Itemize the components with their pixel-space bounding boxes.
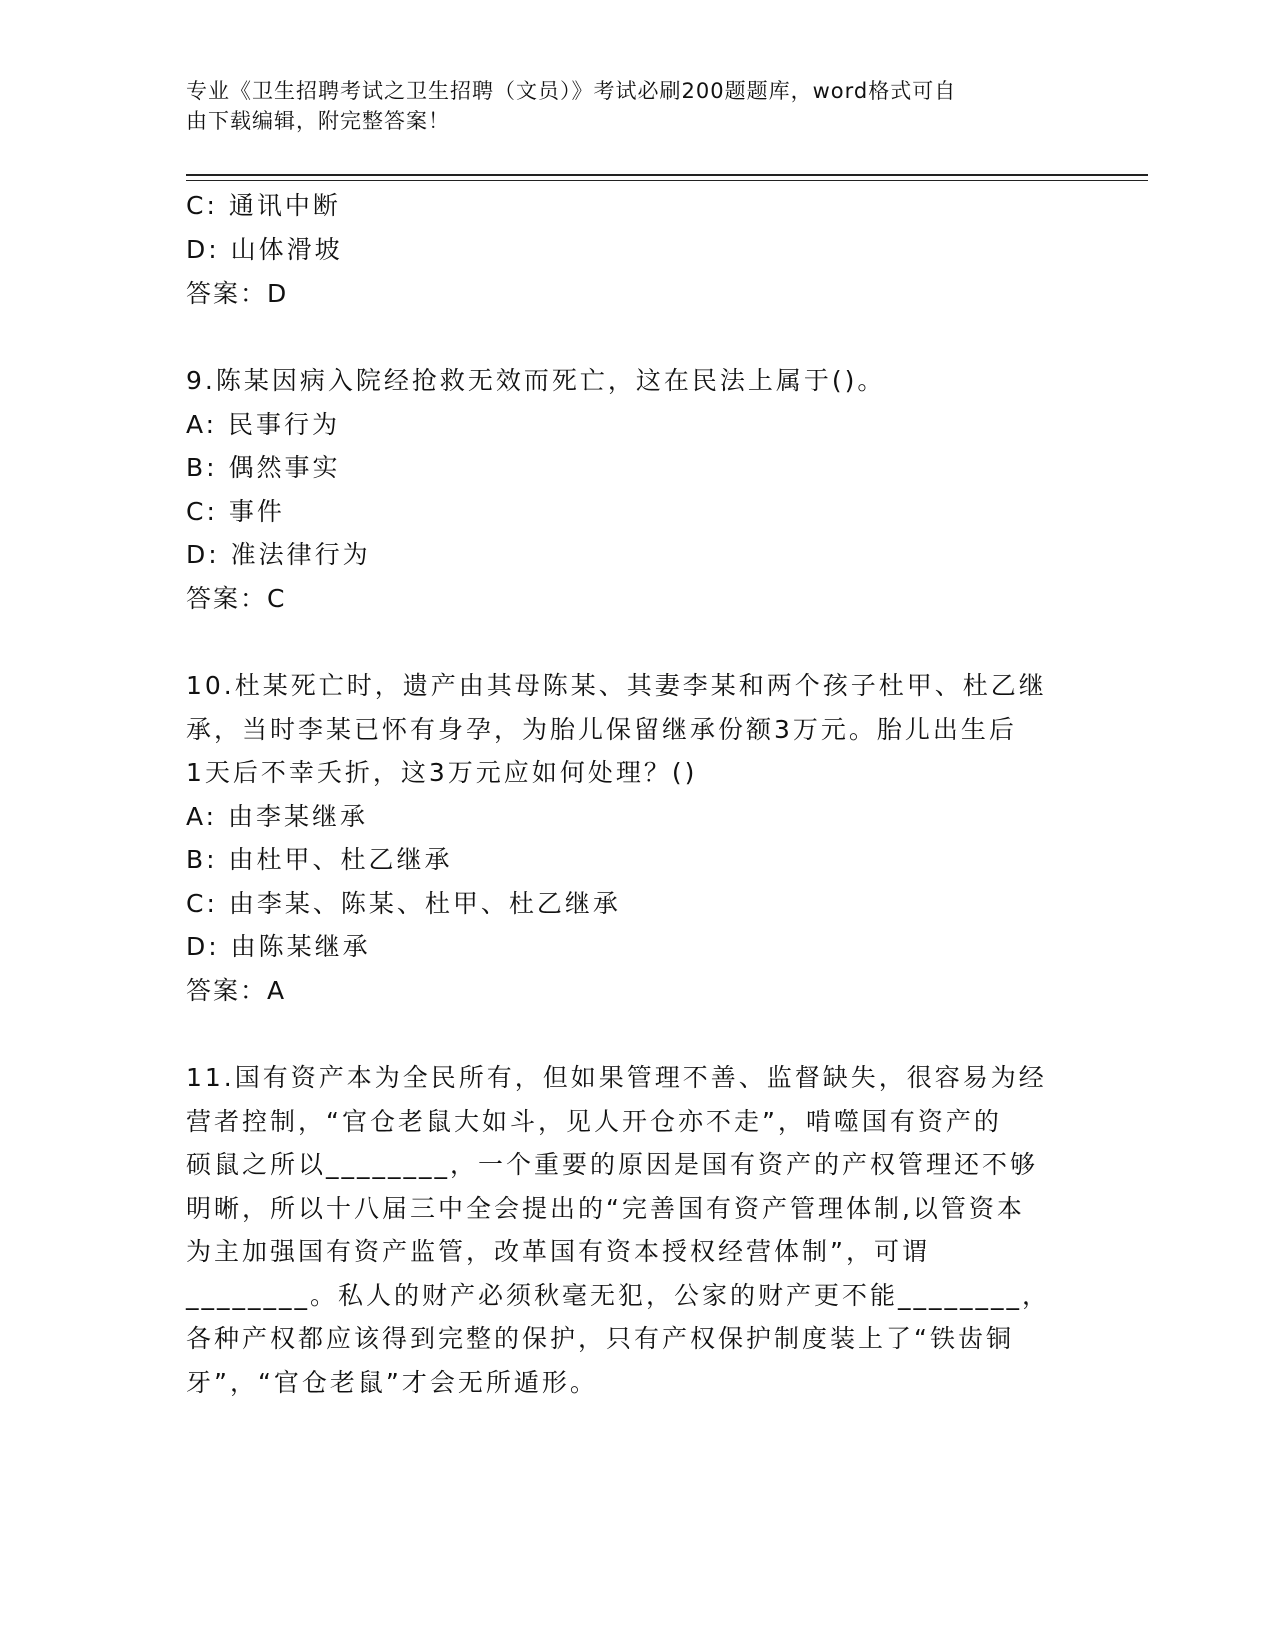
header-divider-thin (186, 180, 1148, 181)
q10-answer: 答案：A (186, 976, 287, 1005)
header-line-2: 由下载编辑，附完整答案！ (186, 109, 450, 133)
page-header (186, 76, 1066, 136)
q10-option-c: C: 由李某、陈某、杜甲、杜乙继承 (186, 889, 621, 918)
q9-question: 9.陈某因病入院经抢救无效而死亡，这在民法上属于()。 (186, 366, 886, 395)
q11-question-line-4: 明晰，所以十八届三中全会提出的“完善国有资产管理体制,以管资本 (186, 1194, 1025, 1223)
q10-option-b: B: 由杜甲、杜乙继承 (186, 845, 453, 874)
q10-option-a: A: 由李某继承 (186, 802, 369, 831)
q9-option-c: C: 事件 (186, 497, 285, 526)
q11-question-line-5: 为主加强国有资产监管，改革国有资本授权经营体制”，可谓 (186, 1237, 930, 1266)
q8-answer: 答案：D (186, 279, 289, 308)
q11-question-line-7: 各种产权都应该得到完整的保护，只有产权保护制度装上了“铁齿铜 (186, 1324, 1014, 1353)
q8-option-d: D: 山体滑坡 (186, 235, 343, 264)
q9-option-a: A: 民事行为 (186, 410, 341, 439)
q9-option-b: B: 偶然事实 (186, 453, 341, 482)
q10-question-line-3: 1天后不幸夭折，这3万元应如何处理？() (186, 758, 698, 787)
q11-question-line-6: ________。私人的财产必须秋毫无犯，公家的财产更不能________， (186, 1281, 1051, 1310)
q11-question-line-1: 11.国有资产本为全民所有，但如果管理不善、监督缺失，很容易为经 (186, 1063, 1047, 1092)
q11-question-line-8: 牙”，“官仓老鼠”才会无所遁形。 (186, 1368, 598, 1397)
q11-question-line-2: 营者控制，“官仓老鼠大如斗，见人开仓亦不走”，啃噬国有资产的 (186, 1107, 1002, 1136)
q11-question-line-3: 硕鼠之所以________，一个重要的原因是国有资产的产权管理还不够 (186, 1150, 1039, 1179)
q9-answer: 答案：C (186, 584, 287, 613)
q10-question-line-2: 承，当时李某已怀有身孕，为胎儿保留继承份额3万元。胎儿出生后 (186, 715, 1017, 744)
q10-option-d: D: 由陈某继承 (186, 932, 371, 961)
q9-option-d: D: 准法律行为 (186, 540, 371, 569)
q10-question-line-1: 10.杜某死亡时，遗产由其母陈某、其妻李某和两个孩子杜甲、杜乙继 (186, 671, 1047, 700)
header-line-1: 专业《卫生招聘考试之卫生招聘（文员）》考试必刷200题题库，word格式可自 (186, 79, 957, 103)
q8-option-c: C: 通讯中断 (186, 191, 341, 220)
header-divider-thick (186, 174, 1148, 176)
